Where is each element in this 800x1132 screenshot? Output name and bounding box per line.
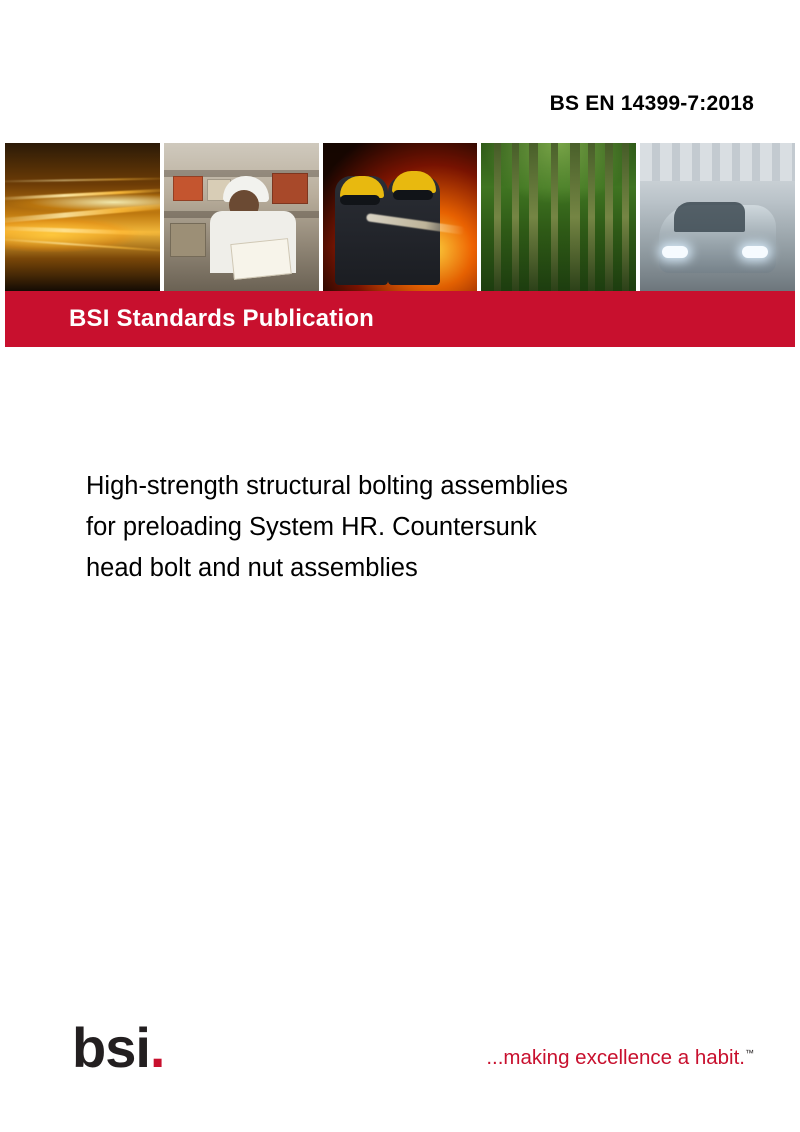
car-manufacturing-plant-image	[640, 143, 795, 291]
cover-image-strip	[5, 143, 795, 291]
page-title-line-3: head bolt and nut assemblies	[86, 554, 418, 582]
firefighters-with-hose-image	[323, 143, 478, 291]
trademark-symbol: ™	[745, 1048, 754, 1059]
page-title-line-1: High-strength structural bolting assemblies	[86, 472, 568, 500]
bsi-logo-dot: .	[149, 1016, 165, 1079]
page-title	[86, 466, 726, 589]
standard-number: BS EN 14399-7:2018	[549, 92, 754, 115]
bsi-tagline	[486, 1046, 754, 1070]
bsi-standards-publication-banner	[5, 291, 795, 347]
bsi-logo	[72, 1016, 165, 1079]
bsi-logo-text: bsi	[72, 1016, 150, 1079]
forest-trees-image	[481, 143, 636, 291]
bsi-tagline-text: ...making excellence a habit.	[486, 1046, 745, 1069]
page-title-line-2: for preloading System HR. Countersunk	[86, 513, 537, 541]
warehouse-worker-inventory-image	[164, 143, 319, 291]
banner-label: BSI Standards Publication	[69, 305, 375, 332]
night-traffic-light-trails-image	[5, 143, 160, 291]
